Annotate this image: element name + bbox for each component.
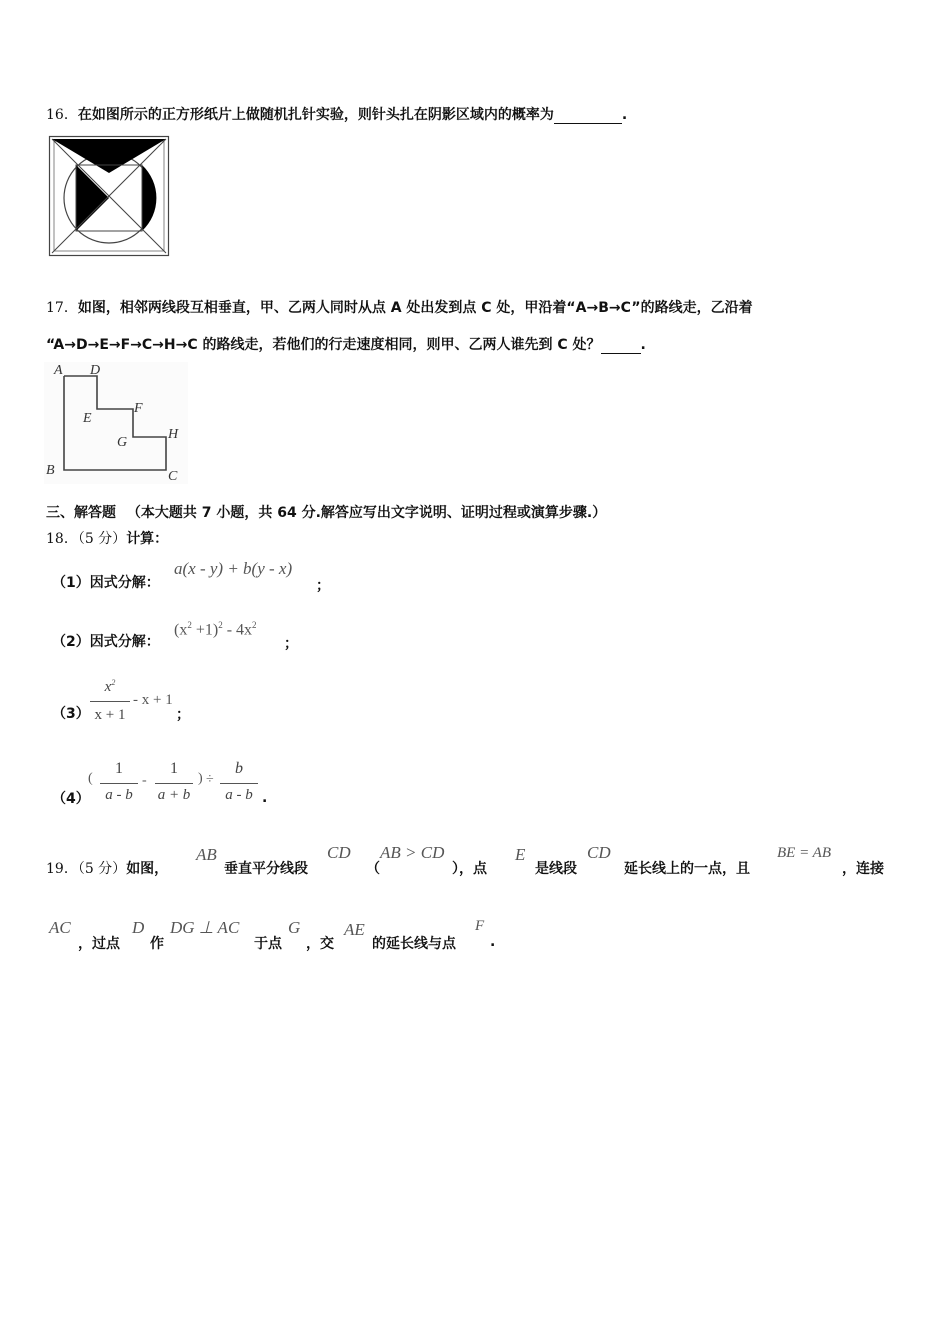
q17-number: 17． <box>46 300 78 316</box>
q18-part3-fraction-bar <box>90 701 130 702</box>
q19-text8: ，过点 <box>78 936 120 952</box>
q19-G: G <box>288 918 301 937</box>
q18-part4-end: . <box>262 790 268 806</box>
q16-square-figure <box>48 135 170 257</box>
label-A: A <box>54 363 63 378</box>
q18-part1-end: ； <box>316 578 330 594</box>
q19-BE-eq-AB: BE = AB <box>777 845 832 861</box>
q17-line2 <box>46 334 646 354</box>
p2-mid: +1) <box>191 621 219 639</box>
q18-intro: 计算： <box>126 531 169 547</box>
label-E: E <box>83 411 92 426</box>
q19-text3: （ <box>366 861 380 877</box>
q18-part4-minus: - <box>142 773 147 788</box>
section3-heading <box>46 502 606 522</box>
q16-number: 16． <box>46 107 78 123</box>
q19-E: E <box>515 845 526 864</box>
q19-text10: 于点 <box>254 936 282 952</box>
q19-end: . <box>490 934 496 950</box>
q19-AB: AB <box>196 845 217 864</box>
q19-D: D <box>132 918 145 937</box>
label-H: H <box>168 427 179 442</box>
q18-part2-label: （2）因式分解： <box>52 634 160 650</box>
p2-sup1: 2 <box>187 620 192 630</box>
q18-part4-n2: 1 <box>170 760 178 777</box>
q16-text: 在如图所示的正方形纸片上做随机扎针实验，则针头扎在阴影区域内的概率为 <box>77 107 554 123</box>
q19-text11: ，交 <box>306 936 334 952</box>
q18-part3-label: （3） <box>52 706 90 722</box>
q19-number: 19． <box>46 861 78 877</box>
q18-part4-bar1 <box>100 783 138 784</box>
q19-text4: ），点 <box>452 861 487 877</box>
q17-path-figure <box>44 360 190 486</box>
q19-text6: 延长线上的一点，且 <box>624 861 750 877</box>
label-C: C <box>168 469 178 484</box>
q17-text-line1: 如图，相邻两线段互相垂直，甲、乙两人同时从点 A 处出发到点 C 处，甲沿着“A→B→C”的路线走，乙沿着 <box>77 300 753 316</box>
p3-num-sup: 2 <box>111 678 116 687</box>
p3-num: x <box>104 679 112 695</box>
label-B: B <box>46 463 55 478</box>
q18-part4-label: （4） <box>52 791 90 807</box>
q18-part3-numerator <box>92 678 128 696</box>
q18-part4-close: ) <box>198 771 203 786</box>
q19-condition: AB > CD <box>380 843 445 862</box>
q19-head <box>46 858 168 878</box>
q18-part2-expr <box>174 620 257 639</box>
q19-text12: 的延长线与点 <box>372 936 456 952</box>
q19-AC: AC <box>49 918 71 937</box>
q16-line <box>46 104 627 124</box>
q18-score: （5 分） <box>77 531 127 547</box>
q17-answer-blank <box>601 339 641 354</box>
q19-AE: AE <box>344 920 365 939</box>
q18-part4-d1: a - b <box>105 787 133 803</box>
q18-part2-end: ； <box>284 636 298 652</box>
q19-CD2: CD <box>587 843 611 862</box>
q19-text9: 作 <box>150 936 164 952</box>
q18-part1-expr: a(x - y) + b(y - x) <box>174 559 293 578</box>
q18-part4-open: ( <box>88 771 93 786</box>
q18-part4-d3: a - b <box>225 787 253 803</box>
q17-line1 <box>46 297 753 317</box>
section3-title: 三、解答题 <box>46 505 116 521</box>
p2-sup3: 2 <box>252 620 257 630</box>
q19-DG-perp-AC: DG ⊥ AC <box>170 918 240 937</box>
q19-text2: 垂直平分线段 <box>224 861 308 877</box>
p2-sup2: 2 <box>218 620 223 630</box>
section3-note: （本大题共 7 小题，共 64 分.解答应写出文字说明、证明过程或演算步骤.） <box>126 505 607 521</box>
q18-part4-n3: b <box>235 760 243 777</box>
q19-text1: 如图， <box>126 861 169 877</box>
p2-base: (x <box>174 621 188 639</box>
label-G: G <box>117 435 128 450</box>
q18-part3-tail: - x + 1 <box>133 692 173 708</box>
q17-end: . <box>640 337 646 353</box>
label-F: F <box>134 401 143 416</box>
q18-number: 18． <box>46 531 78 547</box>
label-D: D <box>90 363 101 378</box>
q18-part4-d2: a + b <box>157 787 191 803</box>
p2-tail: - 4x <box>222 621 253 639</box>
q18-part4-div: ÷ <box>206 772 214 787</box>
q18-part1-label: （1）因式分解： <box>52 575 160 591</box>
q18-part4-n1: 1 <box>115 760 123 777</box>
q19-text5: 是线段 <box>535 861 577 877</box>
q18-part4-bar3 <box>220 783 258 784</box>
q18-part3-denominator: x + 1 <box>94 707 126 723</box>
q17-text-line2: “A→D→E→F→C→H→C 的路线走，若他们的行走速度相同，则甲、乙两人谁先到 C 处？ <box>46 337 601 353</box>
q19-CD: CD <box>327 843 351 862</box>
q19-text7: ，连接 <box>842 861 884 877</box>
q19-score: （5 分） <box>77 861 127 877</box>
q18-header <box>46 528 168 548</box>
q18-part4-bar2 <box>155 783 193 784</box>
q16-answer-blank <box>554 109 622 124</box>
q18-part3-end: ； <box>176 707 190 723</box>
q19-F: F <box>475 918 485 934</box>
q16-end: . <box>621 107 628 123</box>
